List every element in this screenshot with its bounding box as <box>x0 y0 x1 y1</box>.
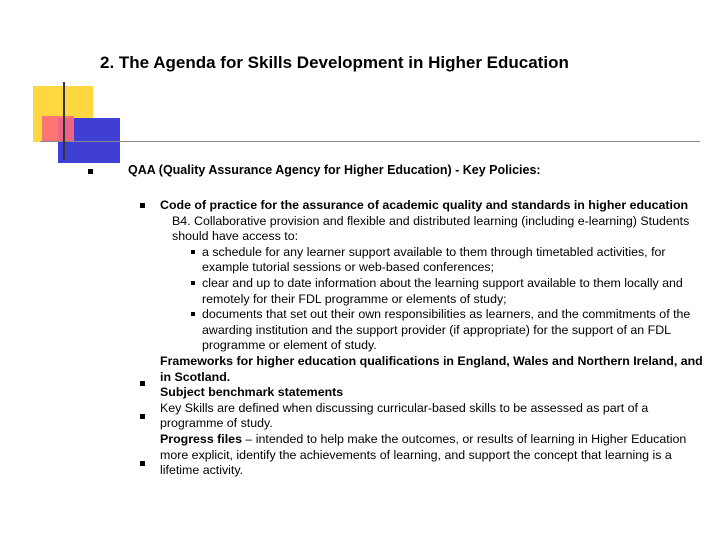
bullet-icon <box>140 461 145 466</box>
item-text: – intended to help make the outcomes, or results of learning in Higher Education more explicit, identify the achievements of learning, and support the concept that learning is a lifetime activity. <box>160 431 687 478</box>
sub-bullet-icon <box>191 281 195 285</box>
bullet-icon <box>140 203 145 208</box>
item-heading: Frameworks for higher education qualifications in England, Wales and Northern Ireland, and in Scotland. <box>160 353 703 384</box>
decorative-vertical-rule <box>63 82 65 160</box>
decorative-red-block <box>42 116 74 142</box>
bullet-icon <box>140 381 145 386</box>
item-heading: Subject benchmark statements <box>160 385 344 400</box>
sub-item-text: documents that set out their own responsibilities as learners, and the commitments of the awarding institution and the support provider (if appropriate) for the support of an FDL programme or element of study. <box>202 307 691 353</box>
list-item <box>160 354 705 385</box>
list-item <box>160 198 705 354</box>
item-heading: Progress files <box>160 431 242 446</box>
item-text: Key Skills are defined when discussing curricular-based skills to be assessed as part of a programme of study. <box>160 400 649 431</box>
policy-list <box>160 198 705 479</box>
bullet-icon <box>88 169 93 174</box>
sub-bullet-icon <box>191 312 195 316</box>
sub-bullet-icon <box>191 250 195 254</box>
sub-list-item <box>172 276 705 307</box>
item-intro: B4. Collaborative provision and flexible and distributed learning (including e-learning) Students should have access to: <box>172 213 690 244</box>
item-heading: Code of practice for the assurance of academic quality and standards in higher education <box>160 198 689 212</box>
sub-item-text: clear and up to date information about the learning support available to them locally and remotely for their FDL programme or elements of study; <box>202 275 683 306</box>
slide-title: 2. The Agenda for Skills Development in Higher Education <box>100 53 569 72</box>
sub-list-item <box>172 245 705 276</box>
decorative-horizontal-rule <box>40 141 700 142</box>
list-item <box>160 385 705 432</box>
sub-item-text: a schedule for any learner support available to them through timetabled activities, for example tutorial sessions or web-based conferences; <box>202 244 666 275</box>
list-item <box>160 432 705 479</box>
level1-heading: QAA (Quality Assurance Agency for Higher Education) - Key Policies: <box>128 163 541 177</box>
sub-list-item <box>172 307 705 354</box>
bullet-icon <box>140 414 145 419</box>
